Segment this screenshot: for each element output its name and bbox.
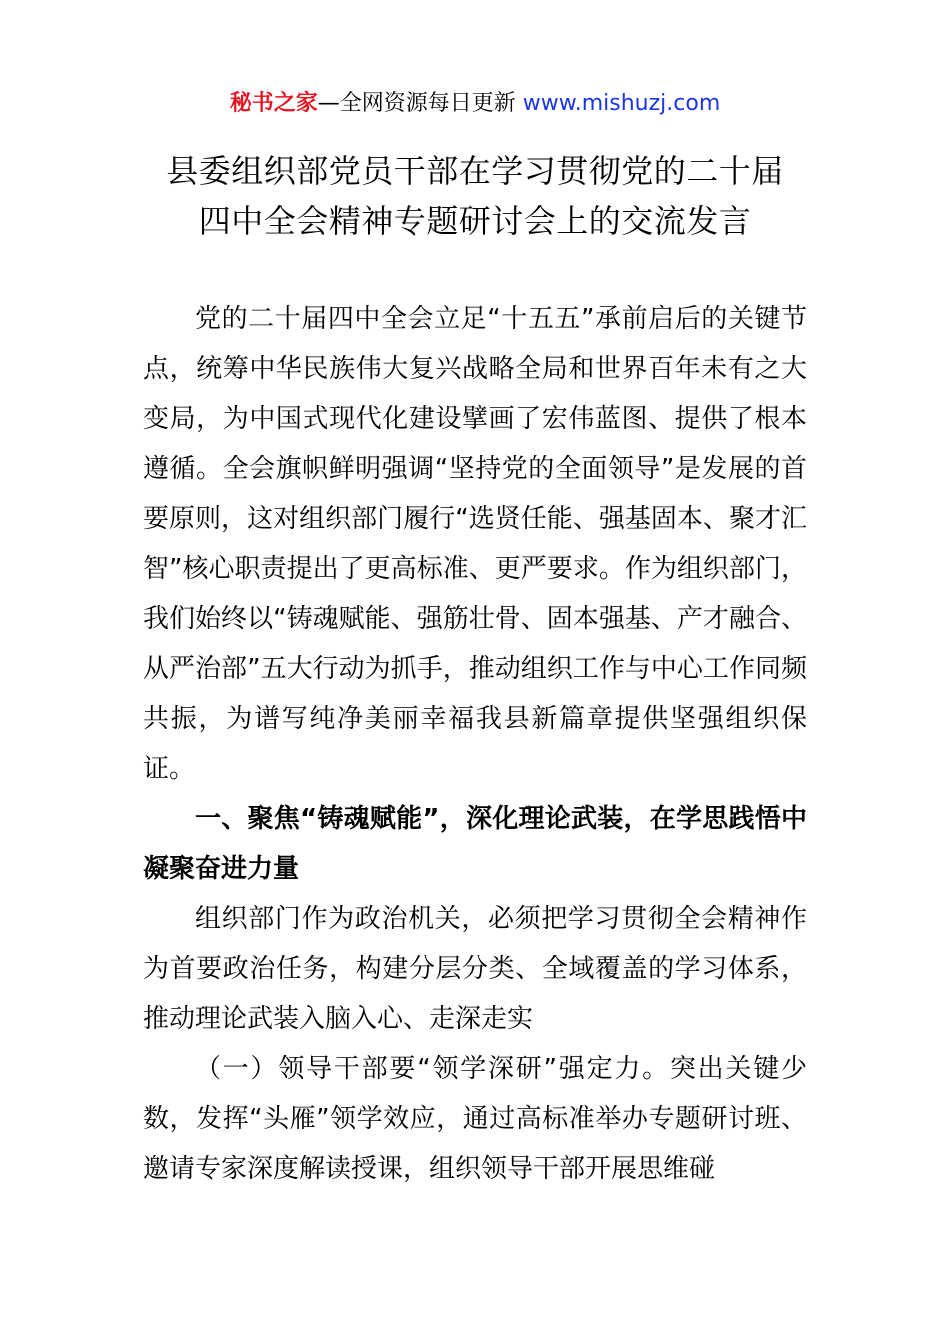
- header-slogan: —全网资源每日更新: [317, 91, 516, 116]
- document-body: [143, 294, 807, 1194]
- site-url-link[interactable]: www.mishuzj.com: [522, 91, 721, 116]
- section-heading-1: 一、聚焦“铸魂赋能”，深化理论武装，在学思践悟中凝聚奋进力量: [143, 804, 807, 884]
- subsection-paragraph-1: （一）领导干部要“领学深研”强定力。突出关键少数，发挥“头雁”领学效应，通过高标准举办专题研讨班、邀请专家深度解读授课，组织领导干部开展思维碰: [143, 1054, 807, 1184]
- brand-name: 秘书之家: [229, 91, 318, 116]
- title-line-2: 四中全会精神专题研讨会上的交流发言: [198, 202, 752, 240]
- document-title: [0, 146, 950, 246]
- section-paragraph: 组织部门作为政治机关，必须把学习贯彻全会精神作为首要政治任务，构建分层分类、全域覆盖的学习体系，推动理论武装入脑入心、走深走实: [143, 904, 807, 1034]
- title-line-1: 县委组织部党员干部在学习贯彻党的二十届: [166, 152, 784, 190]
- site-header: [0, 86, 950, 122]
- intro-paragraph: 党的二十届四中全会立足“十五五”承前启后的关键节点，统筹中华民族伟大复兴战略全局和世界百年未有之大变局，为中国式现代化建设擘画了宏伟蓝图、提供了根本遵循。全会旗帜鲜明强调“坚持党的全面领导”是发展的首要原则，这对组织部门履行“选贤任能、强基固本、聚才汇智”核心职责提出了更高标准、更严要求。作为组织部门，我们始终以“铸魂赋能、强筋壮骨、固本强基、产才融合、从严治部”五大行动为抓手，推动组织工作与中心工作同频共振，为谱写纯净美丽幸福我县新篇章提供坚强组织保证。: [143, 304, 807, 784]
